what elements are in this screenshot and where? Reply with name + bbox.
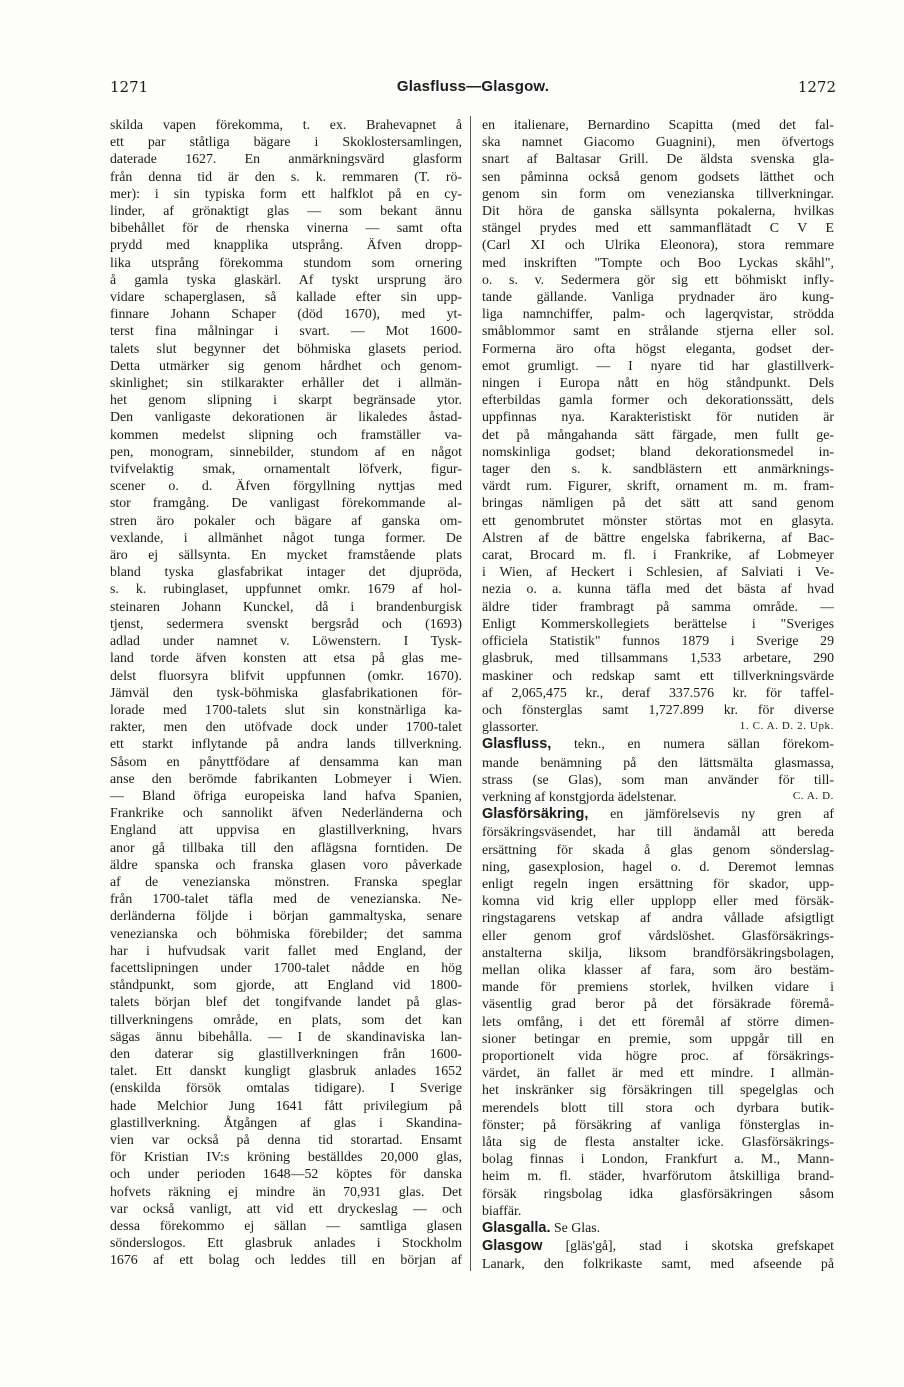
text-line: ett genombrutet mönster störtas mot en glasyta. xyxy=(482,512,834,528)
text-line: har i hufvudsak varit fallet med England, der xyxy=(110,942,462,958)
text-line: anse den berömde fabrikanten Lobmeyer i Wien. xyxy=(110,770,462,786)
text-line: talet. Ett danskt kungligt glasbruk anlades 1652 xyxy=(110,1063,462,1079)
right-column xyxy=(482,116,834,1273)
text-line: från denna tid är den s. k. remmaren (T. rö- xyxy=(110,168,462,184)
text-line: mer): i sin typiska form ett halfklot på en cy- xyxy=(110,185,462,201)
text-line: försäkringsväsendet, har till ändamål att bereda xyxy=(482,824,834,840)
text-line: anstalterna skilja, liksom brandförsäkringsbolagen, xyxy=(482,944,834,960)
text-line: fönster; på försäkring af vanliga fönsterglas in- xyxy=(482,1116,834,1132)
glas-article-closing-line: glassorter. 1. C. A. D. 2. Upk. xyxy=(482,719,834,735)
column-divider xyxy=(470,116,471,1271)
text-line: heim m. fl. städer, hvarförutom åtskilliga brand- xyxy=(482,1168,834,1184)
text-line: het inskränker sig försäkringen till spegelglas och xyxy=(482,1082,834,1098)
text-line: Alstren af de bättre engelska fabrikerna, af Bac- xyxy=(482,529,834,545)
text-line: scener o. d. Äfven förgyllning nyttjas med xyxy=(110,478,462,494)
text-line: finnare Johann Schaper (död 1670), med yt- xyxy=(110,306,462,322)
entry-body xyxy=(482,823,834,1219)
text-line: mellan olika klasser af fara, som äro bestäm- xyxy=(482,961,834,977)
text-line: tvifvelaktig smak, ornamentalt löfverk, figur- xyxy=(110,461,462,477)
text-line: tjenst, sedermera svenskt bergsråd och (1693) xyxy=(110,615,462,631)
text-line: Detta utmärker sig genom hårdhet och genom- xyxy=(110,357,462,373)
text-line: rakter, men den utöfvade dock under 1700-talet xyxy=(110,719,462,735)
text-line: vexlande, i allmänhet något tunga former. De xyxy=(110,529,462,545)
text-line: låta sig de flesta anstalter icke. Glasförsäkrings- xyxy=(482,1133,834,1149)
text-line: en italienare, Bernardino Scapitta (med det fal- xyxy=(482,117,834,132)
text-line: (enskilda försök omtalas tidigare). I Sverige xyxy=(110,1080,462,1096)
text-line: Enligt Kommerskollegiets berättelse i "Sveriges xyxy=(482,615,834,631)
entry-first-line: Glasgalla. Se Glas. xyxy=(482,1220,601,1236)
text-line: Formerna äro ofta högst eleganta, godset der- xyxy=(482,340,834,356)
text-line: adlad under namnet v. Löwenstern. I Tysk- xyxy=(110,633,462,649)
text-line: vidare schaperglasen, så kallade efter sin upp- xyxy=(110,289,462,305)
text-line: stren äro pokaler och bägare af ganska om- xyxy=(110,512,462,528)
text-line: uppfinnas nya. Karakteristiskt för nutiden är xyxy=(482,409,834,425)
text-line: s. k. rubinglaset, uppfunnet omkr. 1679 af hol- xyxy=(110,581,462,597)
text-line: bland tyska glasfabrikat intager det djupröda, xyxy=(110,564,462,580)
text-line: och fönsterglas samt 1,727.899 kr. för diverse xyxy=(482,701,834,717)
text-line: sönderslogos. Ett glasbruk anlades i Stockholm xyxy=(110,1235,462,1251)
text-line: officiela Statistik" funnos 1879 i Sverige 29 xyxy=(482,633,834,649)
text-line: komna vid krig eller upplopp eller med försäk- xyxy=(482,893,834,909)
text-line: Den vanligaste dekorationen är likaledes åstad- xyxy=(110,409,462,425)
author-signature: C. A. D. xyxy=(792,789,834,802)
text-line: tande gällande. Vanliga prydnader äro kung- xyxy=(482,289,834,305)
text-line: emot grumligt. — I nyare tid har glastillverk- xyxy=(482,357,834,373)
text-line: anor gå tillbaka till den aflägsna forntiden. De xyxy=(110,839,462,855)
text-line: skilda vapen förekomma, t. ex. Brahevapnet å xyxy=(110,117,462,132)
entry-glasfluss xyxy=(482,735,834,805)
text-line: bolag finnas i London, Frankfurt a. M., Mann- xyxy=(482,1151,834,1167)
text-line: derländerna följde i början gammaltyska, senare xyxy=(110,908,462,924)
text-line: glastillverkning. Åtgången af glas i Skandina- xyxy=(110,1114,462,1130)
text-line: vien var också på denna tid storartad. Ensamt xyxy=(110,1131,462,1147)
text-line: med inskriften "Tompte och Boo Lyckas skåhl", xyxy=(482,254,834,270)
text-line: Såsom en pånyttfödare af densamma kan man xyxy=(110,753,462,769)
headword-glasforsakring: Glasförsäkring, xyxy=(482,806,589,823)
right-page-number: 1272 xyxy=(797,78,836,96)
running-title: Glasfluss—Glasgow. xyxy=(396,78,550,95)
text-line: tillverkningens område, en plats, som det kan xyxy=(110,1011,462,1027)
text-line: försäk ringsbolag idka glasförsäkringen såsom xyxy=(482,1185,834,1201)
text-line: prydd med knapplika utsprång. Äfven dropp- xyxy=(110,237,462,253)
text-line: lika utsprång förekomma stundom som ornering xyxy=(110,254,462,270)
text-line: var också vanligt, att vid ett dryckeslag — och xyxy=(110,1200,462,1216)
text-line: för Kristian IV:s kröning beställdes 20,000 glas, xyxy=(110,1149,462,1165)
text-line: äldre spanska och franska glasen voro påverkade xyxy=(110,856,462,872)
text-line: värdet, än fallet är med ett mindre. I allmän- xyxy=(482,1065,834,1081)
text-line: — Bland öfriga europeiska land hafva Spanien, xyxy=(110,787,462,803)
text-line: linder, af grönaktigt glas — som bekant ännu xyxy=(110,203,462,219)
entry-line: mande benämning på den lättsmälta glasmassa, xyxy=(482,754,834,770)
text-line: bringas nämligen på det sätt att sand genom xyxy=(482,495,834,511)
text-line: ersättning för skada å glas genom sönderslag- xyxy=(482,841,834,857)
headword-glasgalla: Glasgalla. xyxy=(482,1220,551,1236)
text-line: daterade 1627. En anmärkningsvärd glasform xyxy=(110,151,462,167)
author-signature: 1. C. A. D. 2. Upk. xyxy=(739,720,834,733)
text-line: ett starkt inflytande på andra lands tillverkning. xyxy=(110,736,462,752)
text-line: Jämväl den tysk-böhmiska glasfabrikationen för- xyxy=(110,684,462,700)
text-line: lets omfång, i det ett föremål af större dimen- xyxy=(482,1013,834,1029)
text-line: 1676 af ett bolag och leddes till en början af xyxy=(110,1252,462,1268)
text-line: o. s. v. Sedermera gör sig ett böhmiskt infly- xyxy=(482,271,834,287)
text-line: lorade med 1700-talets slut sin konstnärliga ka- xyxy=(110,701,462,717)
text-line: glasbruk, med tillsammans 1,533 arbetare, 290 xyxy=(482,650,834,666)
text-line: sioner betingar en premie, som uppgår till en xyxy=(482,1030,834,1046)
text-line: merendels blott till stora och dyrbara butik- xyxy=(482,1099,834,1115)
text-line: tager den s. k. sandblästern ett anmärknings- xyxy=(482,461,834,477)
text-line: stängel prydes med ett sammanflätadt C V E xyxy=(482,220,834,236)
text-line: talets slut begynner det böhmiska glasets period. xyxy=(110,340,462,356)
text-line: af 2,065,475 kr., deraf 337.576 kr. för taffel- xyxy=(482,684,834,700)
text-line: snart af Baltasar Grill. De äldsta svenska gla- xyxy=(482,151,834,167)
text-line: bibehållet för de rhenska vinerna — samt ofta xyxy=(110,220,462,236)
text-line: det på mångahanda sätt färgade, men fullt ge- xyxy=(482,426,834,442)
text-line: facettslipningen under 1700-talet nådde en hög xyxy=(110,959,462,975)
entry-first-line: Glasgow [gläs'gå], stad i skotska grefskapet xyxy=(482,1238,834,1255)
entry-last-line: verkning af konstgjorda ädelstenar. C. A. D. xyxy=(482,788,834,804)
text-line: och under perioden 1648—52 köptes för danska xyxy=(110,1166,462,1182)
text-line: äldre tider frambragt på samma område. — xyxy=(482,598,834,614)
text-line: den daterar sig glastillverkningen från 1600- xyxy=(110,1045,462,1061)
text-line: Dit höra de ganska sällsynta pokalerna, hvilkas xyxy=(482,203,834,219)
text-line: ningen i Europa nått en hög ståndpunkt. Dels xyxy=(482,375,834,391)
text-line: skinlighet; sin stilkarakter erhåller det i allmän- xyxy=(110,375,462,391)
text-line: ska namnet Giacomo Guagnini), men öfvertogs xyxy=(482,134,834,150)
text-line: ringstagarens vetskap af andra vållade afsigtligt xyxy=(482,910,834,926)
entry-glasforsakring xyxy=(482,805,834,1219)
text-line: kommen medelst slipning och framställer va- xyxy=(110,426,462,442)
page-header xyxy=(110,78,836,102)
text-line: delst fluorsyra blifvit uppfunnen (omkr. 1670). xyxy=(110,667,462,683)
text-line: efterbildas gamla former och dekorationssätt, dels xyxy=(482,392,834,408)
text-line: af de venezianska mönstren. Franska speglar xyxy=(110,873,462,889)
headword-glasgow: Glasgow xyxy=(482,1238,543,1255)
text-line: pen, monogram, sinnebilder, stundom af en något xyxy=(110,443,462,459)
text-line: steinaren Johann Kunckel, då i brandenburgisk xyxy=(110,598,462,614)
text-line: ning, gasexplosion, hagel o. d. Deremot lemnas xyxy=(482,858,834,874)
text-line: väsentlig grad beror på det försäkrade föremå- xyxy=(482,996,834,1012)
entry-line: Lanark, den folkrikaste samt, med afseende på xyxy=(482,1256,834,1272)
text-line: sen påminna också genom godsets lätthet och xyxy=(482,168,834,184)
text-line: ståndpunkt, som gjorde, att England vid 1800- xyxy=(110,977,462,993)
entry-line: strass (se Glas), som man använder för till- xyxy=(482,771,834,787)
text-line: sägas ännu bibehålla. — I de skandinaviska lan- xyxy=(110,1028,462,1044)
text-line: biaffär. xyxy=(482,1202,522,1218)
entry-glasgow xyxy=(482,1237,834,1272)
glas-article-continuation xyxy=(482,116,834,718)
text-line: het genom slipning i skarpt begränsade ytor. xyxy=(110,392,462,408)
text-line: å gamla tyska glaskärl. Af tyskt ursprung äro xyxy=(110,271,462,287)
left-page-number: 1271 xyxy=(110,78,149,96)
text-line: land torde äfven konsten att etsa på glas me- xyxy=(110,650,462,666)
text-line: stor framgång. De vanligast förekommande al- xyxy=(110,495,462,511)
text-line: liga namnchiffer, palm- och lagerqvistar, strödda xyxy=(482,306,834,322)
entry-glasgalla xyxy=(482,1219,834,1237)
text-line: carat, Brocard m. fl. i Frankrike, af Lobmeyer xyxy=(482,547,834,563)
text-line: småblommor samt en strålande stjerna eller sol. xyxy=(482,323,834,339)
text-line: enligt regeln ingen ersättning för skador, upp- xyxy=(482,875,834,891)
text-line: maskiner och redskap samt ett tillverkningsvärde xyxy=(482,667,834,683)
text-line: venezianska och böhmiska förebilder; det samma xyxy=(110,925,462,941)
text-line: eller genom grof vårdslöshet. Glasförsäkrings- xyxy=(482,927,834,943)
text-line: (Carl XI och Ulrika Eleonora), stora remmare xyxy=(482,237,834,253)
text-line: hofvets räkning ej mindre än 70,931 glas. Det xyxy=(110,1183,462,1199)
text-line: äro ej sällsynta. En mycket framstående plats xyxy=(110,547,462,563)
text-line: talets början blef det tongifvande landet på glas- xyxy=(110,994,462,1010)
text-line: mande för premiens storlek, hvilken vidare i xyxy=(482,979,834,995)
text-line: ett par ståtliga bägare i Skoklostersamlingen, xyxy=(110,134,462,150)
text-line: i Wien, af Heckert i Schlesien, af Salviati i Ve- xyxy=(482,564,834,580)
text-line: England att uppvisa en glastillverkning, hvars xyxy=(110,822,462,838)
text-line: genom sin form om venezianska tillverkningar. xyxy=(482,185,834,201)
text-line: värdt rum. Figurer, skrift, ornament m. m. fram- xyxy=(482,478,834,494)
entry-first-line: Glasförsäkring, en jämförelsevis ny gren af xyxy=(482,806,834,823)
text-line: proportionelt vida högre proc. af försäkrings- xyxy=(482,1047,834,1063)
left-column xyxy=(110,116,462,1269)
headword-glasfluss: Glasfluss, xyxy=(482,736,552,753)
text-line: från 1700-talet täfla med de venezianska. Ne- xyxy=(110,891,462,907)
text-line: terst fina målningar i svart. — Mot 1600- xyxy=(110,323,462,339)
text-line: nomskinliga godset; bland dekorationsmedel in- xyxy=(482,443,834,459)
entry-first-line: Glasfluss, tekn., en numera sällan förekom- xyxy=(482,736,834,753)
text-line: dessa förekommo ej sällan — samtliga glasen xyxy=(110,1218,462,1233)
text-line: Frankrike och sannolikt äfven Nederländerna och xyxy=(110,805,462,821)
text-line: nezia o. a. kunna täfla med det bästa af hvad xyxy=(482,581,834,597)
text-line: hade Melchior Jung 1641 fått privilegium på xyxy=(110,1097,462,1113)
